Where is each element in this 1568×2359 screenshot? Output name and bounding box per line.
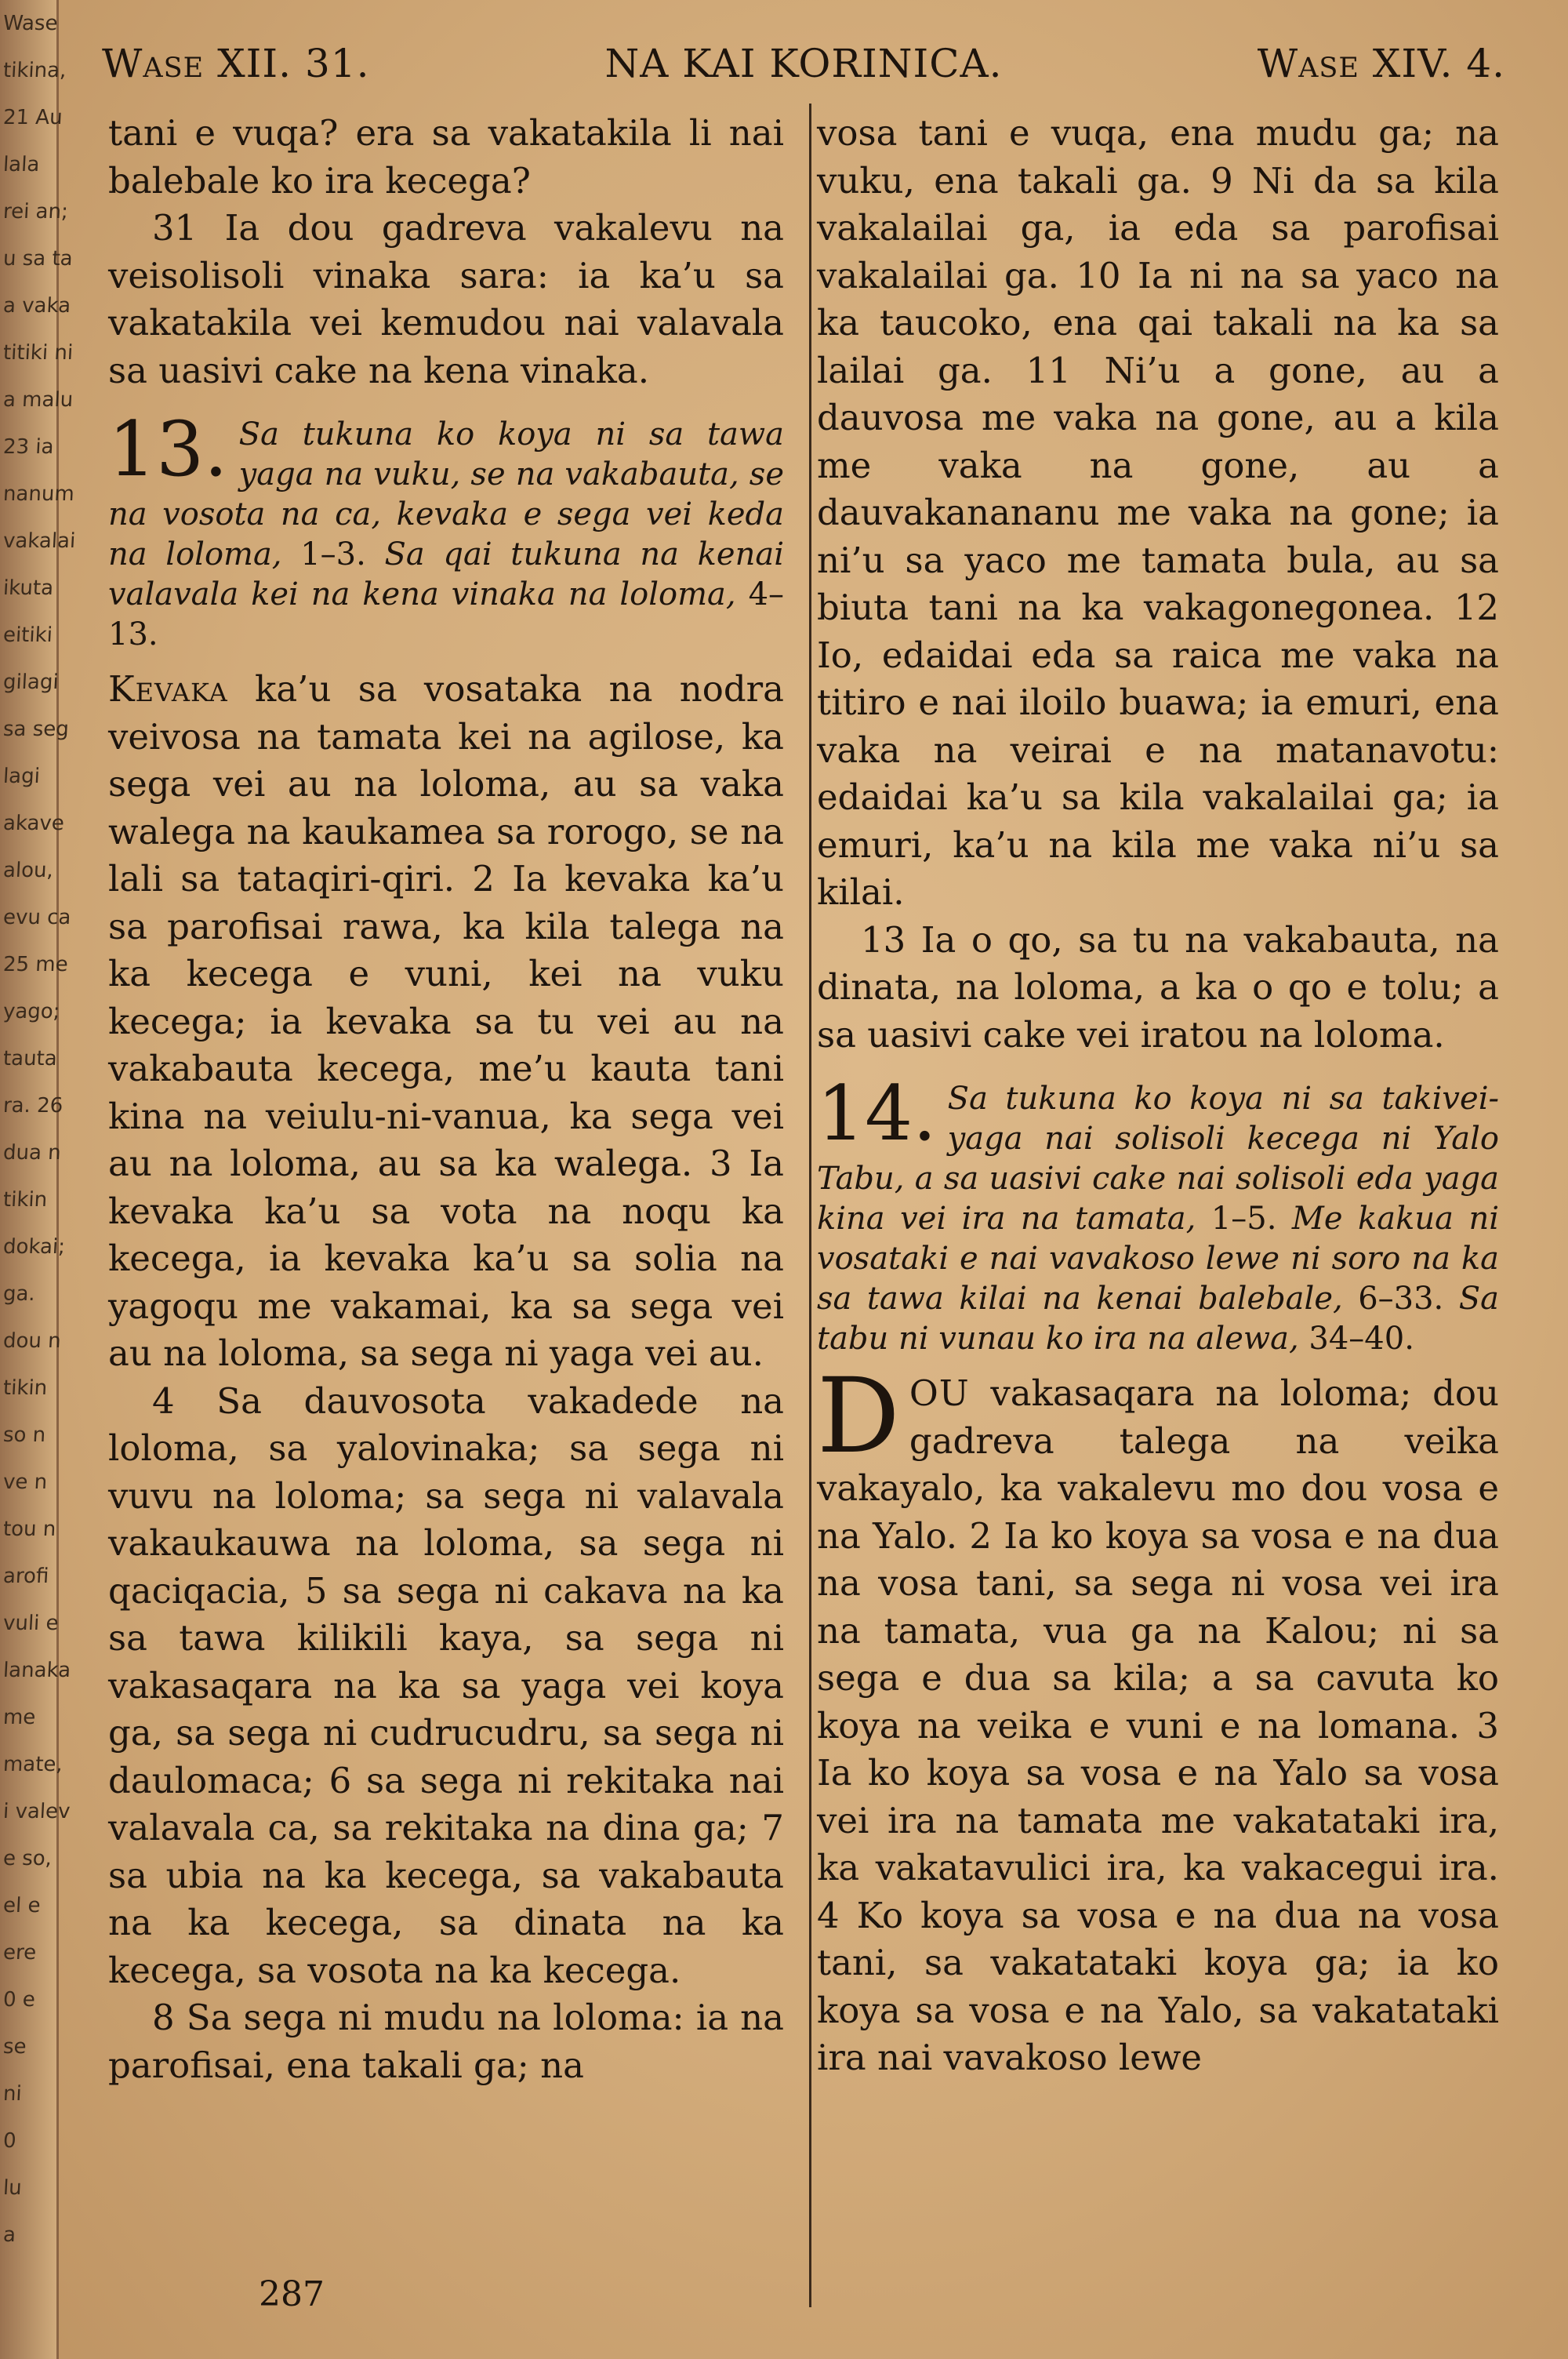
margin-fragment: ni xyxy=(2,2082,23,2106)
summary-text: Sa tabu ni vunau ko ira na alewa, xyxy=(817,1281,1499,1357)
margin-fragment: yago; xyxy=(2,1000,61,1023)
chapter-13-summary xyxy=(108,405,785,655)
margin-fragment: gilagi xyxy=(2,671,60,694)
running-header xyxy=(102,41,1505,96)
paragraph: 4 Sa dauvosota vakadede na loloma, sa yalovinaka; sa sega ni vuvu na loloma; sa sega ni valavala vakaukauwa na loloma, sa sega ni qaciqacia, 5 sa sega ni cakava na ka sa tawa kilikili kaya, sa sega ni vakasaqara na ka sa yaga vei koya ga, sa sega ni cudrucudru, sa sega ni daulomaca; 6 sa sega ni rekitaka nai valavala ca, sa rekitaka na dina ga; 7 sa ubia na ka kecega, sa vakabauta na ka kecega, sa dinata na ka kecega, sa vosota na ka kecega. xyxy=(108,1379,784,1991)
margin-fragment: rei an; xyxy=(2,200,69,224)
margin-fragment: mate, xyxy=(2,1753,64,1776)
margin-fragment: vakalai xyxy=(2,529,77,553)
opening-word: OU xyxy=(909,1372,970,1414)
margin-fragment: ere xyxy=(2,1941,37,1965)
paragraph: 8 Sa sega ni mudu na loloma: ia na parofisai, ena takali ga; na xyxy=(108,1997,784,2086)
header-left-reference: Wase XII. 31. xyxy=(102,41,370,86)
chapter-number: 13. xyxy=(108,405,228,493)
margin-fragment: lagi xyxy=(2,765,41,788)
summary-text: Sa tukuna ko koya ni sa takivei-yaga nai solisoli kecega ni Yalo Tabu, a sa uasivi cake nai solisoli eda yaga kina vei ira na tamata, xyxy=(817,1081,1499,1237)
margin-fragment: tikina, xyxy=(2,59,67,82)
verse-range: 1–5. xyxy=(1210,1201,1277,1237)
paragraph: 13 Ia o qo, sa tu na vakabauta, na dinata, na loloma, a ka o qo e tolu; a sa uasivi cake vei iratou na loloma. xyxy=(817,918,1499,1056)
margin-fragment: lanaka xyxy=(2,1659,71,1682)
margin-fragment: a malu xyxy=(2,388,74,412)
paragraph-text: ka’u sa vosataka na nodra veivosa na tamata kei na agilose, ka sega vei au na loloma, au sa vaka walega na kaukamea sa rorogo, se na lali sa tataqiri-qiri. 2 Ia kevaka ka’u sa parofisai rawa, ka kila talega na ka kecega e vuni, kei na vuku kecega; ia kevaka sa tu vei au na vakabauta kecega, me’u kauta tani kina na veiulu-ni-vanua, ka sega vei au na loloma, au sa ka walega. 3 Ia kevaka ka’u sa vota na noqu ka kecega, ia kevaka ka’u sa solia na yagoqu me vakamai, ka sa sega vei au na loloma, sa sega ni yaga vei au. xyxy=(108,668,784,1374)
margin-fragment: akave xyxy=(2,812,65,835)
verse-range: 34–40. xyxy=(1308,1321,1414,1357)
margin-fragment: tou n xyxy=(2,1518,57,1541)
margin-fragment: u sa ta xyxy=(2,247,74,271)
margin-fragment: el e xyxy=(2,1894,42,1917)
margin-fragment: 25 me xyxy=(2,953,69,976)
margin-fragment: se xyxy=(2,2035,27,2059)
margin-fragment: nanum xyxy=(2,482,75,506)
margin-fragment: sa seg xyxy=(2,718,70,741)
margin-fragment: 0 xyxy=(2,2129,17,2153)
margin-fragment: ra. 26 xyxy=(2,1094,64,1118)
margin-fragment: dokai; xyxy=(2,1235,66,1259)
margin-fragment: 23 ia xyxy=(2,435,55,459)
paragraph: 31 Ia dou gadreva vakalevu na veisolisoli vinaka sara: ia ka’u sa vakatakila vei kemudou nai valavala sa uasivi cake na kena vinaka. xyxy=(108,207,784,391)
chapter-14-summary xyxy=(817,1070,1499,1359)
margin-fragment: tauta xyxy=(2,1047,58,1070)
chapter-number: 14. xyxy=(817,1070,937,1158)
margin-fragment: e so, xyxy=(2,1847,53,1870)
paragraph xyxy=(817,1356,1499,2082)
margin-fragment: vuli e xyxy=(2,1612,60,1635)
margin-fragment: evu ca xyxy=(2,906,72,929)
margin-fragment: ikuta xyxy=(2,576,54,600)
drop-cap: D xyxy=(817,1356,900,1477)
margin-fragment: ve n xyxy=(2,1470,48,1494)
margin-fragment: a xyxy=(2,2223,16,2247)
summary-text: Sa tukuna ko koya ni sa tawa yaga na vuku, se na vakabauta, se na vosota na ca, kevaka e sega vei keda na loloma, xyxy=(108,416,784,572)
paragraph-text: vakasaqara na loloma; dou gadreva talega na veika vakayalo, ka vakalevu mo dou vosa e na Yalo. 2 Ia ko koya sa vosa e na dua na vosa tani, sa sega ni vosa vei ira na tamata, vua ga na Kalou; ni sa sega e dua sa kila; a sa cavuta ko koya na veika e vuni e na lomana. 3 Ia ko koya sa vosa e na Yalo sa vosa vei ira na tamata me vakatataki ira, ka vakatavulici ira, ka vakacegui ira. 4 Ko koya sa vosa e na dua na vosa tani, sa vakatataki koya ga; ia ko koya sa vosa e na Yalo, sa vakatataki ira nai vavakoso lewe xyxy=(817,1372,1499,2078)
margin-fragment: alou, xyxy=(2,859,54,882)
paragraph xyxy=(108,666,784,1378)
header-right-reference: Wase XIV. 4. xyxy=(1257,41,1505,86)
margin-fragment: tikin xyxy=(2,1188,48,1212)
column-divider xyxy=(809,104,811,2307)
paragraph: vosa tani e vuqa, ena mudu ga; na vuku, ena takali ga. 9 Ni da sa kila vakalailai ga, ia eda sa parofisai vakalailai ga. 10 Ia ni na sa yaco na ka taucoko, ena qai takali na ka sa lailai ga. 11 Ni’u a gone, au a dauvosa me vaka na gone, au a kila me vaka na gone, au a dauvakanananu me vaka na gone; ia ni’u sa yaco me tamata bula, au sa biuta tani na ka vakagonegonea. 12 Io, edaidai eda sa raica me vaka na titiro e nai iloilo buawa; ia emuri, ena vaka na veirai e na matanavotu: edaidai ka’u sa kila vakalailai ga; ia emuri, ka’u na kila me vaka ni’u sa kilai. xyxy=(817,112,1499,913)
opening-word: Kevaka xyxy=(108,668,228,710)
verse-range: 4–13. xyxy=(108,576,785,652)
left-column xyxy=(108,110,784,2089)
margin-fragment: dou n xyxy=(2,1329,62,1353)
right-column xyxy=(817,110,1499,2082)
margin-fragment: so n xyxy=(2,1423,46,1447)
margin-fragment: 21 Au xyxy=(2,106,64,129)
summary-text: Me kakua ni vosataki e nai vavakoso lewe ni soro na ka sa tawa kilai na kenai balebale, xyxy=(817,1201,1499,1317)
verse-range: 6–33. xyxy=(1358,1281,1444,1317)
facing-page-edge xyxy=(0,0,77,2359)
margin-fragment: Wase xyxy=(2,12,59,35)
margin-fragment: i valev xyxy=(2,1800,71,1823)
margin-fragment: lu xyxy=(2,2176,23,2200)
margin-fragment: lala xyxy=(2,153,41,176)
page-number: 287 xyxy=(259,2274,325,2314)
margin-fragment: a vaka xyxy=(2,294,71,318)
paragraph: tani e vuqa? era sa vakatakila li nai balebale ko ira kecega? xyxy=(108,112,784,202)
margin-fragment: tikin xyxy=(2,1376,48,1400)
margin-fragment: eitiki xyxy=(2,623,53,647)
margin-fragment: ga. xyxy=(2,1282,36,1306)
header-title: NA KAI KORINICA. xyxy=(604,41,1003,86)
margin-fragment: dua n xyxy=(2,1141,62,1165)
margin-fragment: titiki ni xyxy=(2,341,74,365)
margin-fragment: me xyxy=(2,1706,37,1729)
verse-range: 1–3. xyxy=(300,536,366,572)
margin-fragment: 0 e xyxy=(2,1988,36,2012)
summary-text: Sa qai tukuna na kenai valavala kei na kena vinaka na loloma, xyxy=(108,536,784,612)
margin-fragment: arofi xyxy=(2,1565,50,1588)
